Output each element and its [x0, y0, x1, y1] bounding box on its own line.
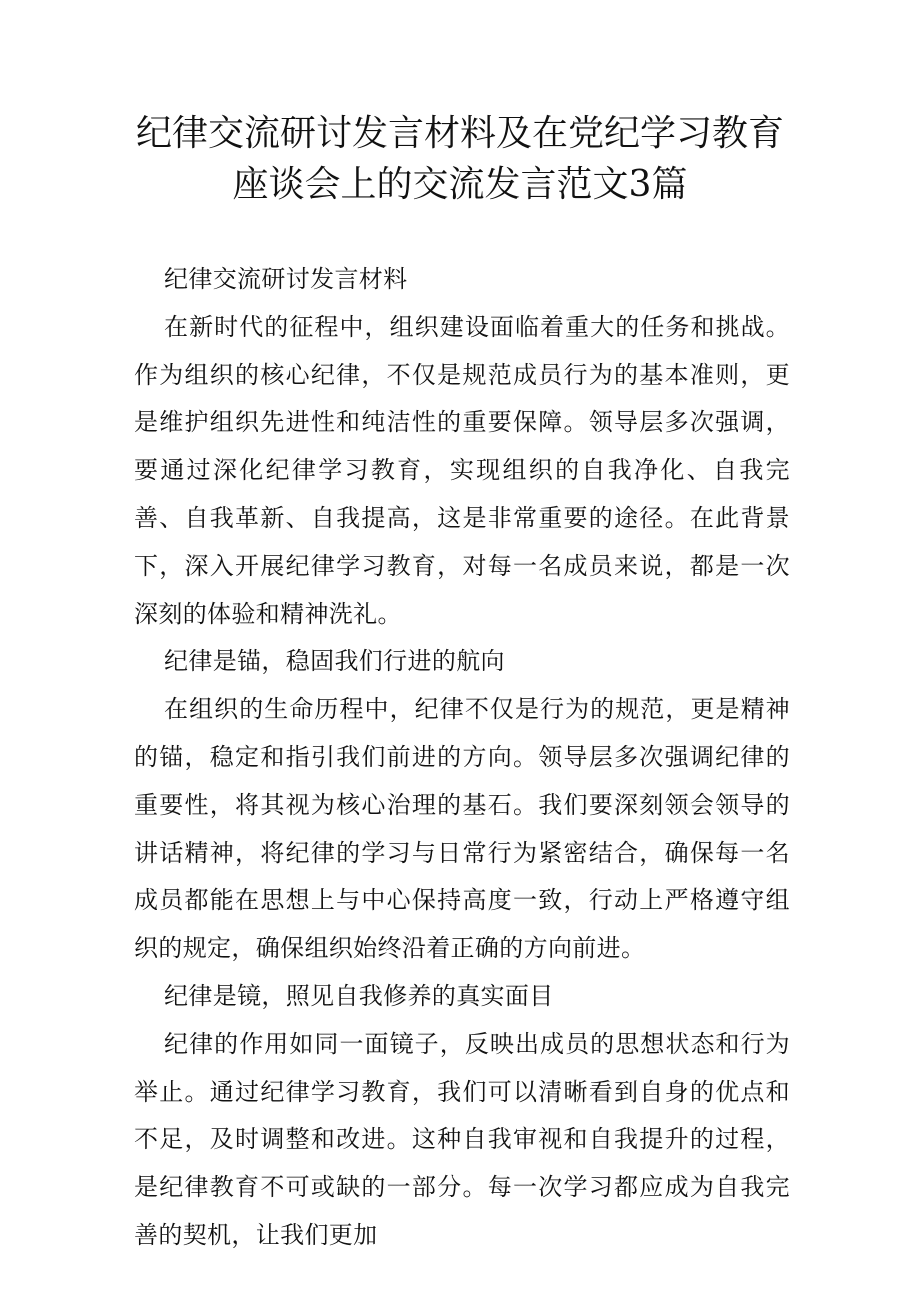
document-title-line-1: 纪律交流研讨发言材料及在党纪学习教育: [135, 113, 784, 154]
document-body: [134, 256, 790, 1260]
section-heading: 纪律交流研讨发言材料: [164, 265, 408, 293]
document-title-line-2: 座谈会上的交流发言范文3篇: [232, 164, 688, 205]
section-heading: 纪律是镜，照见自我修养的真实面目: [164, 981, 554, 1010]
body-paragraph: 纪律的作用如同一面镜子，反映出成员的思想状态和行为举止。通过纪律学习教育，我们可以清晰看到自身的优点和不足，及时调整和改进。这种自我审视和自我提升的过程，是纪律教育不可或缺的一部分。每一次学习都应成为自我完善的契机，让我们更加: [134, 1029, 790, 1249]
section-heading: 纪律是锚，稳固我们行进的航向: [164, 647, 505, 676]
body-paragraph: 在新时代的征程中，组织建设面临着重大的任务和挑战。作为组织的核心纪律，不仅是规范成员行为的基本准则，更是维护组织先进性和纯洁性的重要保障。领导层多次强调，要通过深化纪律学习教育，实现组织的自我净化、自我完善、自我革新、自我提高，这是非常重要的途径。在此背景下，深入开展纪律学习教育，对每一名成员来说，都是一次深刻的体验和精神洗礼。: [134, 312, 790, 628]
body-paragraph: 在组织的生命历程中，纪律不仅是行为的规范，更是精神的锚，稳定和指引我们前进的方向。领导层多次强调纪律的重要性，将其视为核心治理的基石。我们要深刻领会领导的讲话精神，将纪律的学习与日常行为紧密结合，确保每一名成员都能在思想上与中心保持高度一致，行动上严格遵守组织的规定，确保组织始终沿着正确的方向前进。: [134, 695, 790, 963]
document-title: [100, 108, 820, 210]
